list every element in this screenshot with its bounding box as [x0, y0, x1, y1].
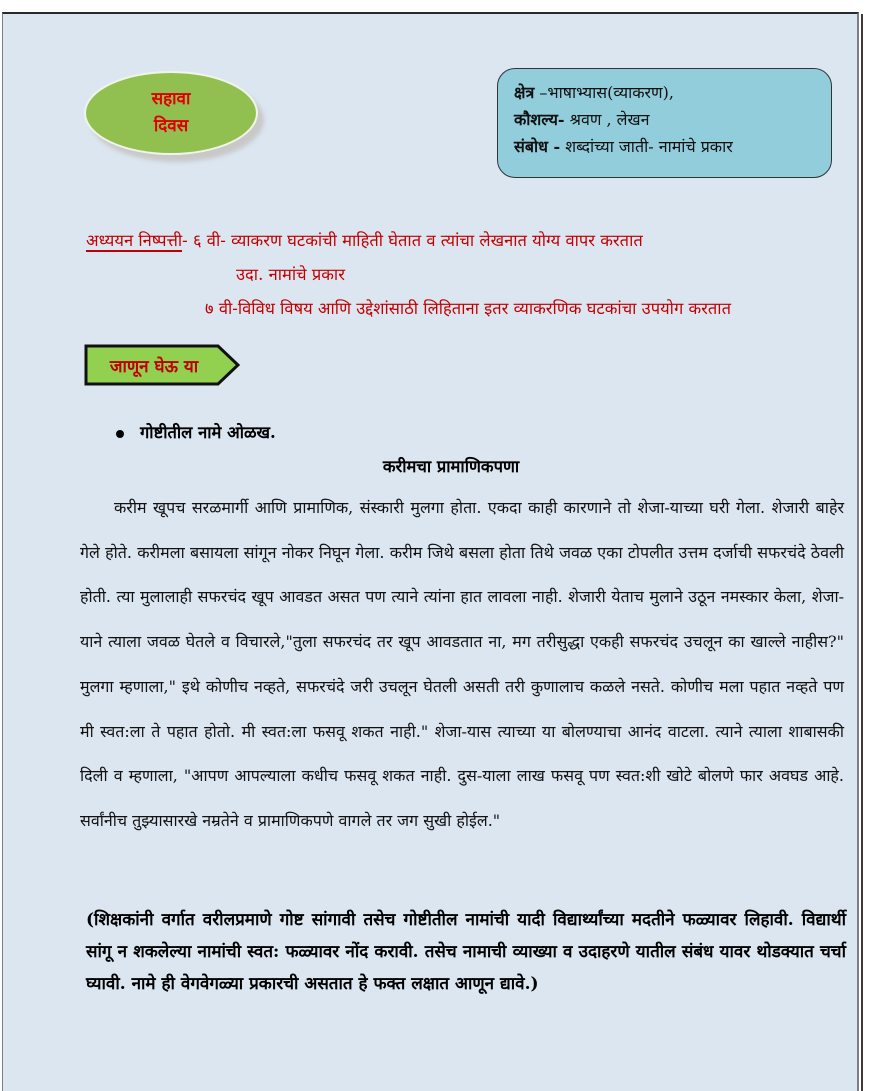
task-bullet	[116, 420, 276, 443]
learning-outcome-line3: ७ वी-विविध विषय आणि उद्देशांसाठी लिहिताना इतर व्याकरणिक घटकांचा उपयोग करतात	[205, 299, 731, 318]
info-box	[497, 68, 832, 178]
learning-outcome-line1	[86, 228, 643, 251]
info-skill-row	[514, 106, 817, 133]
info-skill-label: कौशल्य-	[514, 110, 565, 129]
info-concept-row	[514, 133, 817, 160]
day-badge	[84, 71, 258, 155]
bullet-dot-icon	[116, 430, 124, 438]
info-concept-value: शब्दांच्या जाती- नामांचे प्रकार	[560, 137, 733, 156]
story-text: करीम खूपच सरळमार्गी आणि प्रामाणिक, संस्कारी मुलगा होता. एकदा काही कारणाने तो शेजा-याच्या घरी गेला. शेजारी बाहेर गेले होते. करीमला बसायला सांगून नोकर निघून गेला. करीम जिथे बसला होता तिथे जवळ एका टोपलीत उत्तम दर्जाची सफरचंदे ठेवली होती. त्या मुलालाही सफरचंद खूप आवडत असत पण त्याने त्यांना हात लावला नाही. शेजारी येताच मुलाने उठून नमस्कार केला, शेजा-याने त्याला जवळ घेतले व विचारले,"तुला सफरचंद तर खूप आवडतात ना, मग तरीसुद्धा एकही सफरचंद उचलून का खाल्ले नाहीस?" मुलगा म्हणाला," इथे कोणीच नव्हते, सफरचंदे जरी उचलून घेतली असती तरी कुणालाच कळले नसते. कोणीच मला पहात नव्हते पण मी स्वत:ला ते पहात होतो. मी स्वत:ला फसवू शकत नाही." शेजा-यास त्याच्या या बोलण्याचा आनंद वाटला. त्याने त्याला शाबासकी दिली व म्हणाला, "आपण आपल्याला कधीच फसवू शकत नाही. दुस-याला लाख फसवू पण स्वत:शी खोटे बोलणे फार अवघड आहे. सर्वांनीच तुझ्यासारखे नम्रतेने व प्रामाणिकपणे वागले तर जग सुखी होईल."	[80, 498, 844, 830]
teacher-note: (शिक्षकांनी वर्गात वरीलप्रमाणे गोष्ट सांगावी तसेच गोष्टीतील नामांची यादी विद्यार्थ्यांच्या मदतीने फळ्यावर लिहावी. विद्यार्थी सांगू न शकलेल्या नामांची स्वत: फळ्यावर नोंद करावी. तसेच नामाची व्याख्या व उदाहरणे यातील संबंध यावर थोडक्यात चर्चा घ्यावी. नामे ही वेगवेगळ्या प्रकारची असतात हे फक्त लक्षात आणून द्यावे.)	[86, 910, 846, 994]
info-skill-value: श्रवण , लेखन	[564, 110, 650, 129]
info-area-row	[514, 79, 817, 106]
section-heading: जाणून घेऊ या	[109, 356, 199, 377]
learning-outcome-line2: उदा. नामांचे प्रकार	[236, 265, 345, 284]
day-badge-line2: दिवस	[153, 116, 189, 136]
page-shadow-edge	[861, 14, 863, 1091]
info-area-label: क्षेत्र	[514, 83, 535, 102]
day-badge-line1: सहावा	[151, 89, 191, 109]
info-area-value: –भाषाभ्यास(व्याकरण),	[534, 83, 674, 102]
info-concept-label: संबोध -	[514, 137, 561, 156]
learning-outcome-label: अध्ययन निष्पत्ती	[86, 231, 183, 250]
story-title: करीमचा प्रामाणिकपणा	[382, 457, 520, 476]
learning-outcome-text1: - ६ वी- व्याकरण घटकांची माहिती घेतात व त्यांचा लेखनात योग्य वापर करतात	[182, 231, 643, 250]
task-bullet-text: गोष्टीतील नामे ओळख.	[140, 423, 276, 442]
